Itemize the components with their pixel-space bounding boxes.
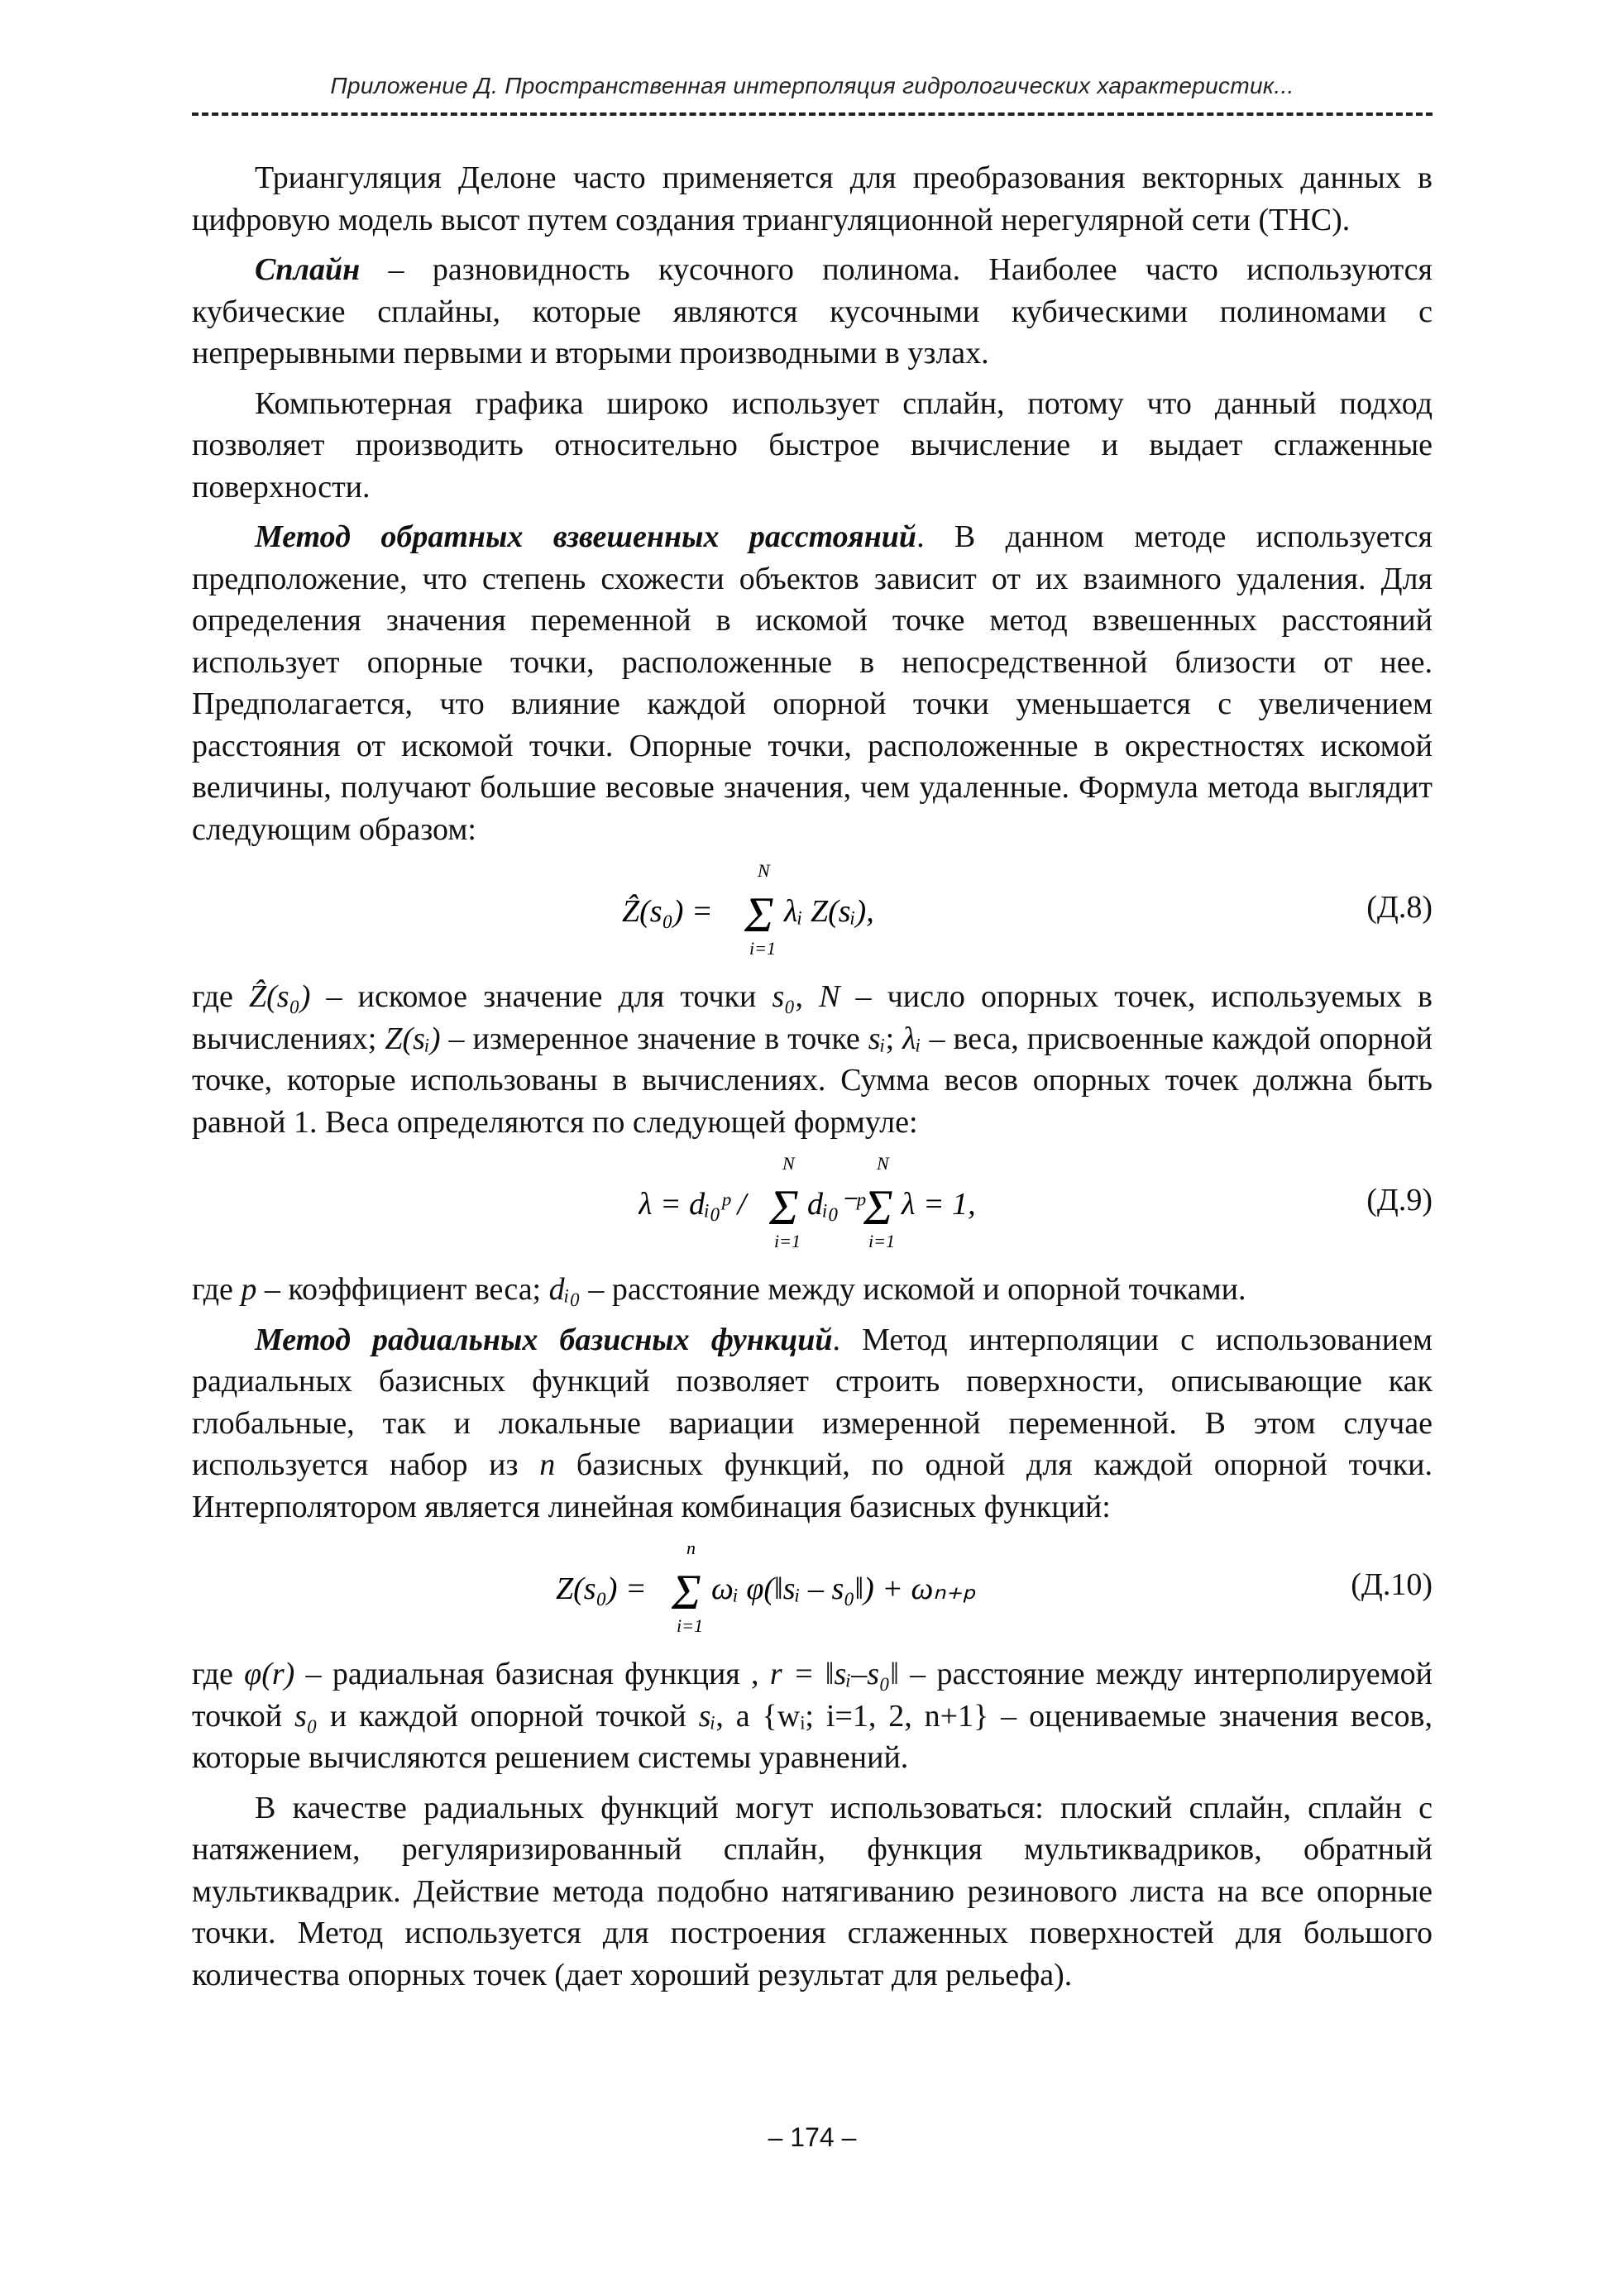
- formula-d9-number: (Д.9): [1366, 1183, 1433, 1217]
- formula-d9-sigma1: Σ: [769, 1180, 799, 1235]
- formula-d9-mid: dᵢ₀⁻ᵖ: [807, 1187, 865, 1222]
- symbol-si-b: sᵢ: [698, 1698, 716, 1734]
- text-run: – число опорных точек, используемых в вычислениях;: [192, 979, 1433, 1056]
- paragraph-computer-graphics: Компьютерная графика широко использует сплайн, потому что данный подход позволяет производить относительно быстрое вычисление и выдает сглаженные поверхности.: [192, 385, 1433, 505]
- symbol-z-si: Z(sᵢ): [385, 1021, 441, 1056]
- term-idw: Метод обратных взвешенных расстояний: [255, 519, 917, 554]
- symbol-r-def: r = ‖sᵢ–s₀‖: [769, 1657, 899, 1691]
- text-run: – оцениваемые значения весов, которые вычисляются решением системы уравнений.: [192, 1698, 1433, 1775]
- text-run: базисных функций, по одной для каждой опорной точки. Интерполятором является линейная комбинация базисных функций:: [192, 1447, 1433, 1524]
- paragraph-idw-text: . В данном методе используется предположение, что степень схожести объектов зависит от их взаимного удаления. Для определения значения переменной в искомой точке метод взвешенных расстояний использует опорные точки, расположенные в непосредственной близости от нее. Предполагается, что влияние каждой опорной точки уменьшается с увеличением расстояния от искомой точки. Опорные точки, расположенные в окрестностях искомой величины, получают большие весовые значения, чем удаленные. Формула метода выглядит следующим образом:: [192, 519, 1433, 847]
- text-run: ;: [885, 1021, 903, 1056]
- text-run: – расстояние между интерполируемой точкой: [192, 1657, 1433, 1734]
- formula-d8-expression: [192, 859, 1433, 964]
- formula-d8: [192, 859, 1433, 964]
- text-run: – расстояние между искомой и опорной точками.: [580, 1272, 1246, 1307]
- formula-d10-lhs: Z(s₀) =: [556, 1571, 647, 1606]
- header-dashed-rule: [192, 112, 1433, 116]
- text-run: – искомое значение для точки: [310, 979, 773, 1014]
- paragraph-rbf: [192, 1319, 1433, 1528]
- text-run: – радиальная базисная функция ,: [294, 1657, 770, 1691]
- formula-d9: [192, 1151, 1433, 1257]
- formula-d9-expression: [192, 1151, 1433, 1257]
- formula-d8-sum-bottom: i=1: [749, 938, 776, 959]
- term-rbf: Метод радиальных базисных функций: [255, 1322, 833, 1357]
- formula-d10-sum-top: n: [686, 1538, 696, 1558]
- text-run: где: [192, 1657, 245, 1691]
- symbol-N: N: [819, 979, 840, 1014]
- symbol-lambda-i: λᵢ: [902, 1021, 921, 1056]
- formula-d10-expression: [192, 1536, 1433, 1642]
- symbol-w-set: {wᵢ; i=1, 2, n+1}: [762, 1698, 989, 1734]
- text-run: где: [192, 1272, 242, 1307]
- formula-d8-rhs: λᵢ Z(sᵢ),: [784, 894, 874, 929]
- formula-d9-lhs: λ = dᵢ₀ᵖ /: [639, 1187, 747, 1222]
- formula-d8-lhs: Ẑ(s₀) =: [622, 894, 713, 929]
- formula-d10: [192, 1536, 1433, 1642]
- formula-d10-svg: [556, 1536, 1069, 1642]
- text-run: – коэффициент веса;: [256, 1272, 549, 1307]
- symbol-phi-r: φ(r): [244, 1657, 295, 1691]
- text-run: – веса, присвоенные каждой опорной точке, которые использованы в вычислениях. Сумма весов опорных точек должна быть равной 1. Веса определяются по следующей формуле:: [192, 1021, 1433, 1140]
- paragraph-idw: [192, 516, 1433, 850]
- term-spline: Сплайн: [255, 252, 361, 287]
- paragraph-delaunay: Триангуляция Делоне часто применяется для преобразования векторных данных в цифровую модель высот путем создания триангуляционной нерегулярной сети (ТНС).: [192, 160, 1433, 237]
- symbol-s0: s₀: [772, 979, 796, 1014]
- formula-d9-sum2-top: N: [877, 1153, 889, 1174]
- formula-d8-sum-top: N: [758, 860, 770, 881]
- paragraph-weights-legend: [192, 1269, 1433, 1311]
- formula-d10-number: (Д.10): [1351, 1567, 1433, 1602]
- paragraph-idw-legend: [192, 976, 1433, 1143]
- formula-d9-sigma2: Σ: [863, 1180, 893, 1235]
- formula-d9-sum2-bottom: i=1: [868, 1231, 895, 1251]
- symbol-s0-b: s₀: [294, 1698, 318, 1734]
- formula-d10-rhs: ωᵢ φ(‖sᵢ – s₀‖) + ωₙ₊ₚ: [711, 1571, 976, 1606]
- formula-d9-rhs: λ = 1,: [902, 1187, 976, 1222]
- text-run: , а: [715, 1698, 763, 1734]
- paragraph-spline: [192, 249, 1433, 375]
- text-run: где: [192, 979, 249, 1014]
- symbol-si: sᵢ: [868, 1021, 886, 1056]
- text-run: . Метод интерполяции с использованием радиальных базисных функций позволяет строить поверхности, описывающие как глобальные, так и локальные вариации измеренной переменной. В этом случае используется набор из: [192, 1322, 1433, 1482]
- symbol-n: n: [539, 1447, 556, 1482]
- formula-d8-svg: [622, 859, 1002, 964]
- page-number: – 174 –: [768, 2122, 857, 2152]
- page-body: [192, 157, 1433, 2004]
- paragraph-rbf-legend: [192, 1653, 1433, 1779]
- formula-d9-svg: [639, 1151, 986, 1257]
- formula-d10-sigma: Σ: [672, 1565, 701, 1619]
- paragraph-radial-functions: В качестве радиальных функций могут использоваться: плоский сплайн, сплайн с натяжением, регуляризированный сплайн, функция мультиквадриков, обратный мультиквадрик. Действие метода подобно натягиванию резинового листа на все опорные точки. Метод используется для построения сглаженных поверхностей для большого количества опорных точек (дает хороший результат для рельефа).: [192, 1790, 1433, 1992]
- symbol-z-hat-s0: Ẑ(s₀): [249, 979, 311, 1014]
- paragraph-spline-text: – разновидность кусочного полинома. Наиболее часто используются кубические сплайны, которые являются кусочными кубическими полиномами с непрерывными первыми и вторыми производными в узлах.: [192, 252, 1433, 371]
- text-run: ,: [795, 979, 820, 1014]
- formula-d9-sum1-bottom: i=1: [774, 1231, 801, 1251]
- formula-d8-sigma: Σ: [744, 887, 774, 942]
- symbol-p: p: [241, 1272, 257, 1307]
- formula-d9-sum1-top: N: [782, 1153, 795, 1174]
- symbol-d-i0: dᵢ₀: [548, 1272, 581, 1307]
- text-run: – измеренное значение в точке: [440, 1021, 868, 1056]
- formula-d8-number: (Д.8): [1366, 890, 1433, 925]
- formula-d10-sum-bottom: i=1: [677, 1615, 703, 1636]
- text-run: и каждой опорной точкой: [318, 1698, 699, 1734]
- running-header: Приложение Д. Пространственная интерполяция гидрологических характеристик...: [330, 73, 1294, 98]
